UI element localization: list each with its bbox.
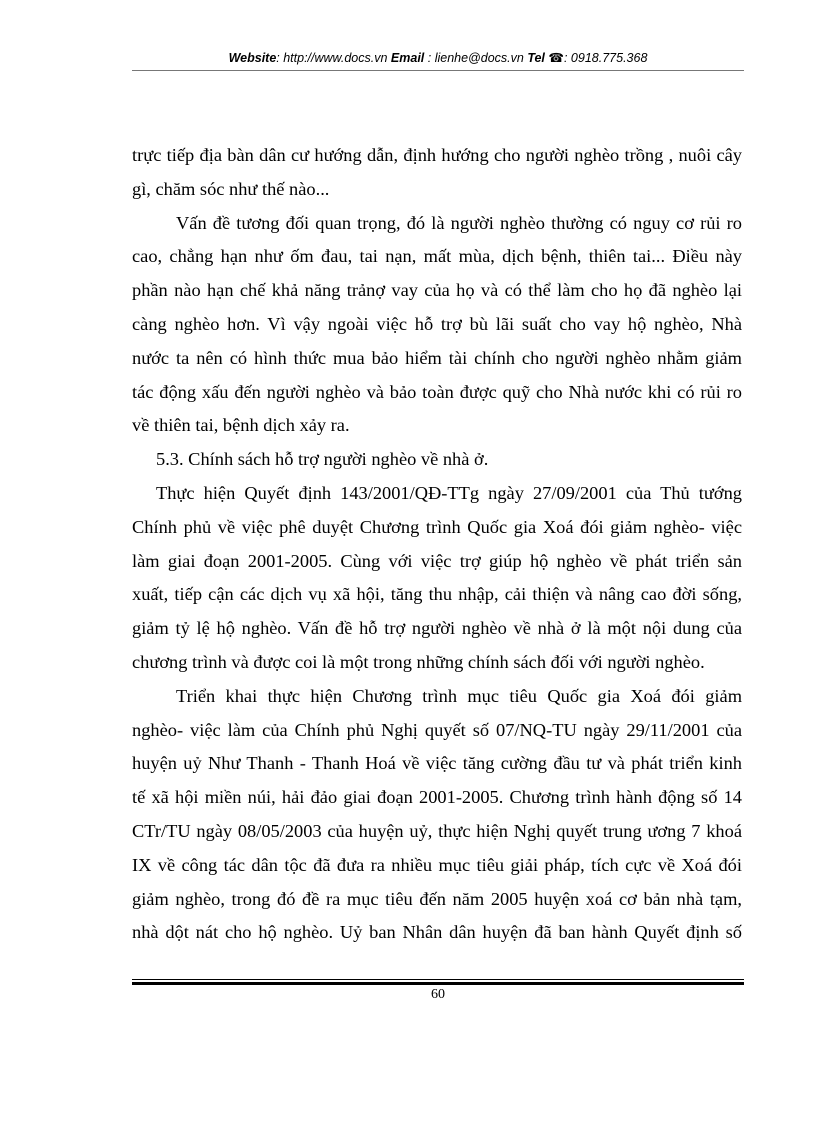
document-body [132, 139, 742, 950]
footer-divider-thick [132, 982, 744, 985]
text-line: CTr/TU ngày 08/05/2003 của huyện uỷ, thực hiện Nghị quyết trung ương 7 khoá [132, 820, 742, 841]
text-line: trực tiếp địa bàn dân cư hướng dẫn, định hướng cho người nghèo trồng , nuôi cây [132, 145, 742, 165]
text-line: giảm tỷ lệ hộ nghèo. Vấn đề hỗ trợ người nghèo về nhà ở là một nội dung của [132, 618, 742, 639]
text-line: cao, chẳng hạn như ốm đau, tai nạn, mất mùa, dịch bệnh, thiên tai... Điều này [132, 246, 742, 267]
text-line: nước ta nên có hình thức mua bảo hiểm tài chính cho người nghèo nhằm giảm [132, 347, 742, 368]
phone-icon: ☎ [548, 51, 564, 65]
text-line: làm giai đoạn 2001-2005. Cùng với việc trợ giúp hộ nghèo về phát triển sản [132, 550, 742, 571]
tel-value: : 0918.775.368 [563, 51, 648, 65]
text-line: Triển khai thực hiện Chương trình mục tiêu Quốc gia Xoá đói giảm [176, 685, 742, 706]
website-label: Website [228, 51, 277, 65]
website-value: : http://www.docs.vn [276, 51, 391, 65]
text-line: nhà dột nát cho hộ nghèo. Uỷ ban Nhân dân huyện đã ban hành Quyết định số [132, 922, 742, 943]
footer-divider-thin [132, 979, 744, 980]
text-line: tác động xấu đến người nghèo và bảo toàn được quỹ cho Nhà nước khi có rủi ro [132, 381, 742, 402]
text-line: tế xã hội miền núi, hải đảo giai đoạn 2001-2005. Chương trình hành động số 14 [132, 787, 742, 808]
text-line: IX về công tác dân tộc đã đưa ra nhiều mục tiêu giải pháp, tích cực về Xoá đói [132, 854, 742, 875]
text-line: Chính phủ về việc phê duyệt Chương trình Quốc gia Xoá đói giảm nghèo- việc [132, 516, 742, 537]
page-header [132, 50, 744, 65]
section-heading: 5.3. Chính sách hỗ trợ người nghèo về nhà ở. [156, 449, 489, 470]
tel-label: Tel [527, 51, 545, 65]
text-line: gì, chăm sóc như thế nào... [132, 178, 330, 199]
page-number: 60 [431, 987, 445, 1002]
text-line: nghèo- việc làm của Chính phủ Nghị quyết số 07/NQ-TU ngày 29/11/2001 của [132, 719, 742, 740]
text-line: về thiên tai, bệnh dịch xảy ra. [132, 415, 350, 436]
text-line: huyện uỷ Như Thanh - Thanh Hoá về việc tăng cường đầu tư và phát triển kinh [132, 753, 742, 774]
text-line: Vấn đề tương đối quan trọng, đó là người nghèo thường có nguy cơ rủi ro [176, 212, 742, 233]
text-line: càng nghèo hơn. Vì vậy ngoài việc hỗ trợ bù lãi suất cho vay hộ nghèo, Nhà [132, 313, 742, 334]
text-line: giảm nghèo, trong đó đề ra mục tiêu đến năm 2005 huyện xoá cơ bản nhà tạm, [132, 888, 742, 909]
email-label: Email [390, 51, 425, 65]
text-line: xuất, tiếp cận các dịch vụ xã hội, tăng thu nhập, cải thiện và nâng cao đời sống, [132, 584, 742, 605]
text-line: Thực hiện Quyết định 143/2001/QĐ-TTg ngày 27/09/2001 của Thủ tướng [156, 482, 742, 503]
text-line: chương trình và được coi là một trong những chính sách đối với người nghèo. [132, 651, 705, 672]
text-line: phần nào hạn chế khả năng trảnợ vay của họ và có thể làm cho họ đã nghèo lại [132, 280, 742, 301]
header-divider [132, 70, 744, 71]
email-value: : lienhe@docs.vn [424, 51, 528, 65]
